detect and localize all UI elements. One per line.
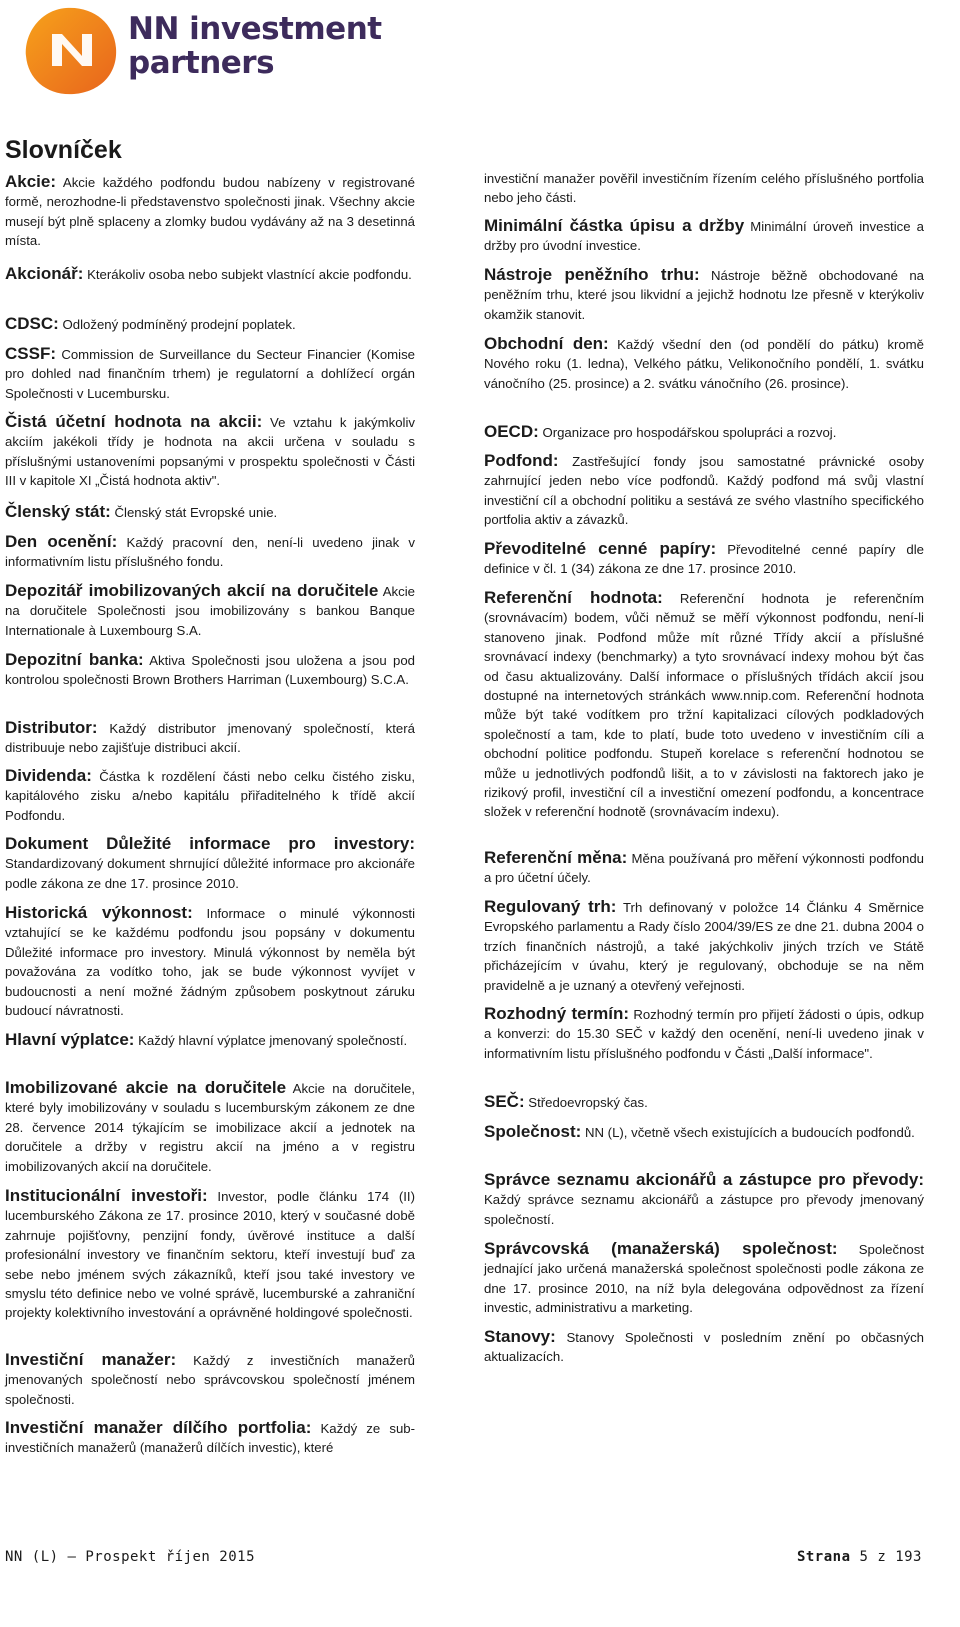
- glossary-definition: Každý všední den (od pondělí do pátku) kromě Nového roku (1. ledna), Velkého pátku, Velikonočního pondělí, 1. svátku vánočního (25. prosince) a 2. svátku vánočního (26. prosince).: [484, 337, 924, 391]
- glossary-definition: Minimální úroveň investice a držby pro úvodní investice.: [484, 219, 925, 254]
- glossary-term: Investiční manažer:: [5, 1350, 177, 1369]
- page-total: 193: [895, 1549, 922, 1565]
- glossary-entry: [484, 1092, 924, 1112]
- glossary-entry: [5, 718, 415, 758]
- glossary-definition: Měna používaná pro měření výkonnosti podfondu a pro účetní účely.: [484, 851, 924, 886]
- brand-line-2: partners: [128, 45, 275, 81]
- glossary-entry: [5, 412, 415, 491]
- glossary-term: CSSF:: [5, 344, 56, 363]
- glossary-definition: Zastřešující fondy jsou samostatné právnické osoby zahrnující jeden nebo více podfondů. Každý podfond má svůj vlastní investiční cíl a obchodní politiku a sestává ze svého vlastního specifického portfolia aktiv a závazků.: [484, 454, 924, 528]
- nn-orange-emblem-icon: [22, 4, 122, 96]
- glossary-definition: Rozhodný termín pro přijetí žádosti o úpis, odkup a konverzi: do 15.30 SEČ v každý den ocenění, není-li uvedeno jinak v informativním listu příslušného podfondu v Části „Další informace".: [484, 1007, 924, 1061]
- glossary-term: Akcie:: [5, 172, 57, 191]
- glossary-term: Dividenda:: [5, 766, 92, 785]
- glossary-term: Institucionální investoři:: [5, 1186, 208, 1205]
- glossary-entry: [5, 834, 415, 893]
- glossary-entry: [5, 581, 415, 640]
- glossary-term: CDSC:: [5, 314, 59, 333]
- glossary-entry: [5, 1350, 415, 1409]
- glossary-definition: Akcie na doručitele, které byly imobilizovány v souladu s lucemburským zákonem ze dne 28. července 2014 týkajícím se imobilizace akcií a jednotek na doručitele a držby v registru akcií na jméno a v registru imobilizovaných akcií na doručitele.: [5, 1081, 416, 1174]
- glossary-term: Akcionář:: [5, 264, 84, 283]
- glossary-entry: [5, 264, 415, 284]
- glossary-term: Referenční měna:: [484, 848, 628, 867]
- glossary-term: Dokument Důležité informace pro investory:: [5, 834, 415, 853]
- glossary-term: Minimální částka úpisu a držby: [484, 216, 745, 235]
- glossary-definition: Každý hlavní výplatce jmenovaný společností.: [134, 1033, 408, 1048]
- glossary-entry: [5, 344, 415, 403]
- glossary-term: Imobilizované akcie na doručitele: [5, 1078, 287, 1097]
- glossary-entry: [484, 1239, 924, 1318]
- glossary-entry: [5, 1030, 415, 1050]
- glossary-term: Nástroje peněžního trhu:: [484, 265, 700, 284]
- glossary-entry: [484, 897, 924, 995]
- glossary-definition: Každý správce seznamu akcionářů a zástupce pro převody jmenovaný společností.: [484, 1192, 924, 1227]
- glossary-definition: Každý pracovní den, není-li uvedeno jinak v informativním listu příslušného fondu.: [5, 535, 416, 570]
- brand-line-1: NN investment: [128, 11, 382, 47]
- glossary-entry: [5, 502, 415, 522]
- glossary-term: Referenční hodnota:: [484, 588, 663, 607]
- page-title: Slovníček: [5, 136, 122, 164]
- glossary-entry: [5, 314, 415, 334]
- glossary-definition: Commission de Surveillance du Secteur Financier (Komise pro dohled nad finančním trhem) je regulatorní a dohlížecí orgán Společnosti v Lucembursku.: [5, 347, 415, 401]
- glossary-term: Investiční manažer dílčího portfolia:: [5, 1418, 312, 1437]
- glossary-term: Převoditelné cenné papíry:: [484, 539, 717, 558]
- glossary-term: Společnost:: [484, 1122, 582, 1141]
- glossary-entry: [5, 650, 415, 690]
- glossary-term: Hlavní výplatce:: [5, 1030, 135, 1049]
- glossary-definition: Každý ze sub-investičních manažerů (manažerů dílčích investic), které: [5, 1421, 415, 1456]
- brand-wordmark: [128, 12, 382, 80]
- glossary-definition: NN (L), včetně všech existujících a budoucích podfondů.: [581, 1125, 915, 1140]
- glossary-entry: [5, 766, 415, 825]
- glossary-definition: Informace o minulé výkonnosti vztahující se ke každému podfondu jsou popsány v dokumentu Důležité informace pro investory. Minulá výkonnost by neměla být považována za vodítko toho, jak se bude výkonnost vyvíjet v budoucnosti a není možné žádným způsobem poskytnout záruku budoucí návratnosti.: [5, 906, 416, 1019]
- glossary-definition: Částka k rozdělení části nebo celku čistého zisku, kapitálového zisku a/nebo kapitálu přiřaditelného k třídě akcií Podfondu.: [5, 769, 415, 823]
- glossary-entry: [484, 168, 924, 208]
- glossary-entry: [484, 1327, 924, 1367]
- glossary-definition: Každý z investičních manažerů jmenovaných společností nebo správcovskou společností jménem společnosti.: [5, 1353, 415, 1407]
- glossary-definition: Trh definovaný v položce 14 Článku 4 Směrnice Evropského parlamentu a Rady číslo 2004/39/ES ze dne 21. dubna 2004 o trzích finančních nástrojů, a také jakýchkoliv jiných trzích ve Státě přicházejícím v úvahu, který je regulovaný, obchoduje se na něm pravidelně a je uznaný a otevřený veřejnosti.: [484, 900, 925, 993]
- glossary-term: Stanovy:: [484, 1327, 556, 1346]
- glossary-entry: [484, 1170, 924, 1229]
- glossary-definition: Společnost jednající jako určená manažerská společnost společnosti podle zákona ze dne 17. prosince 2010, na níž byla delegována odpovědnost za řízení investic, administrativu a marketing.: [484, 1242, 924, 1316]
- glossary-term: OECD:: [484, 422, 539, 441]
- glossary-definition: Členský stát Evropské unie.: [110, 505, 278, 520]
- glossary-term: Historická výkonnost:: [5, 903, 193, 922]
- glossary-definition: Akcie každého podfondu budou nabízeny v registrované formě, nerozhodne-li představenstvo společnosti jinak. Všechny akcie musejí být plně splaceny a zlomky budou vydávány až na 3 desetinná místa.: [5, 175, 415, 249]
- glossary-term: Regulovaný trh:: [484, 897, 617, 916]
- glossary-entry: [484, 265, 924, 324]
- glossary-definition: Převoditelné cenné papíry dle definice v čl. 1 (34) zákona ze dne 17. prosince 2010.: [484, 542, 924, 577]
- glossary-definition: Každý distributor jmenovaný společností, která distribuuje nebo zajišťuje distribuci akcií.: [5, 721, 415, 756]
- glossary-entry: [484, 334, 924, 393]
- glossary-definition: Organizace pro hospodářskou spolupráci a rozvoj.: [538, 425, 837, 440]
- glossary-entry: [5, 172, 415, 251]
- glossary-definition: Středoevropský čas.: [524, 1095, 648, 1110]
- glossary-term: Členský stát:: [5, 502, 111, 521]
- page-label: Strana: [796, 1549, 851, 1565]
- glossary-definition: Aktiva Společnosti jsou uložena a jsou pod kontrolou společnosti Brown Brothers Harriman (Luxembourg) S.C.A.: [5, 653, 415, 688]
- glossary-definition: Nástroje běžně obchodované na peněžním trhu, které jsou likvidní a jejichž hodnotu lze přesně v kterýkoliv okamžik stanovit.: [484, 268, 924, 322]
- glossary-definition: Kterákoliv osoba nebo subjekt vlastnící akcie podfondu.: [83, 267, 412, 282]
- glossary-definition: Akcie na doručitele Společnosti jsou imobilizovány s bankou Banque Internationale à Luxembourg S.A.: [5, 584, 416, 638]
- glossary-term: Rozhodný termín:: [484, 1004, 630, 1023]
- glossary-entry: [484, 588, 924, 822]
- footer-page-number: [797, 1549, 922, 1565]
- glossary-term: Čistá účetní hodnota na akcii:: [5, 412, 263, 431]
- glossary-entry: [5, 903, 415, 1020]
- glossary-entry: [484, 451, 924, 530]
- footer-document-name: NN (L) – Prospekt říjen 2015: [5, 1549, 256, 1565]
- glossary-definition: Standardizovaný dokument shrnující důležité informace pro akcionáře podle zákona ze dne 17. prosince 2010.: [5, 856, 415, 891]
- glossary-term: Den ocenění:: [5, 532, 118, 551]
- glossary-term: Obchodní den:: [484, 334, 609, 353]
- glossary-definition: Odložený podmíněný prodejní poplatek.: [58, 317, 296, 332]
- glossary-entry: [484, 1004, 924, 1063]
- glossary-term: Depozitář imobilizovaných akcií na doručitele: [5, 581, 379, 600]
- glossary-entry: [484, 216, 924, 256]
- glossary-term: SEČ:: [484, 1092, 525, 1111]
- glossary-definition: Investor, podle článku 174 (II) lucemburského Zákona ze 17. prosince 2010, který v současné době zahrnuje pojišťovny, penzijní fondy, úvěrové instituce a další profesionální investory ve finančním sektoru, kteří investují buď za sebe nebo jménem svých zákazníků, kteří jsou také investory ve smyslu této definice nebo ve volné správě, lucemburské a zahraniční projekty kolektivního investování a oprávněné holdingové společnosti.: [5, 1189, 415, 1321]
- glossary-entry: [5, 532, 415, 572]
- glossary-entry: [5, 1418, 415, 1458]
- glossary-entry: [484, 539, 924, 579]
- glossary-term: Podfond:: [484, 451, 559, 470]
- glossary-entry: [5, 1186, 415, 1323]
- glossary-term: Správcovská (manažerská) společnost:: [484, 1239, 838, 1258]
- glossary-entry: [484, 1122, 924, 1142]
- glossary-term: Distributor:: [5, 718, 98, 737]
- page-current: 5: [859, 1549, 869, 1565]
- glossary-term: Depozitní banka:: [5, 650, 144, 669]
- glossary-definition: investiční manažer pověřil investičním řízením celého příslušného portfolia nebo jeho části.: [484, 171, 924, 206]
- glossary-definition: Stanovy Společnosti v posledním znění po občasných aktualizacích.: [484, 1330, 924, 1365]
- glossary-entry: [484, 422, 924, 442]
- glossary-term: Správce seznamu akcionářů a zástupce pro převody:: [484, 1170, 924, 1189]
- glossary-entry: [5, 1078, 415, 1176]
- glossary-definition: Ve vztahu k jakýmkoliv akciím jakékoli třídy je hodnota na akcii určena v souladu s příslušnými ustanoveními popsanými v prospektu společnosti v Části III v kapitole XI „Čistá hodnota aktiv".: [5, 415, 416, 489]
- glossary-definition: Referenční hodnota je referenčním (srovnávacím) bodem, vůči němuž se měří výkonnost podfondu, není-li stanoveno jinak. Podfond může mít různé Třídy akcií a příslušné srovnávací indexy (benchmarky) a tyto srovnávací indexy mohou být čas od času aktualizovány. Další informace o příslušných třídách akcií jsou dostupné na internetových stránkách www.nnip.com. Referenční hodnota může být také vodítkem pro tržní kapitalizaci cílových podkladových společností a tam, kde to platí, bude toto uvedeno v investičním cíli a obchodní politice podfondu. Stupeň korelace s referenční hodnotou se může u jednotlivých podfondů lišit, a to v závislosti na faktorech jako je rizikový profil, investiční cíl a investiční omezení podfondu, a koncentrace složek v referenční hodnotě (srovnávacím indexu).: [484, 591, 924, 820]
- page-of: z: [877, 1549, 887, 1565]
- glossary-entry: [484, 848, 924, 888]
